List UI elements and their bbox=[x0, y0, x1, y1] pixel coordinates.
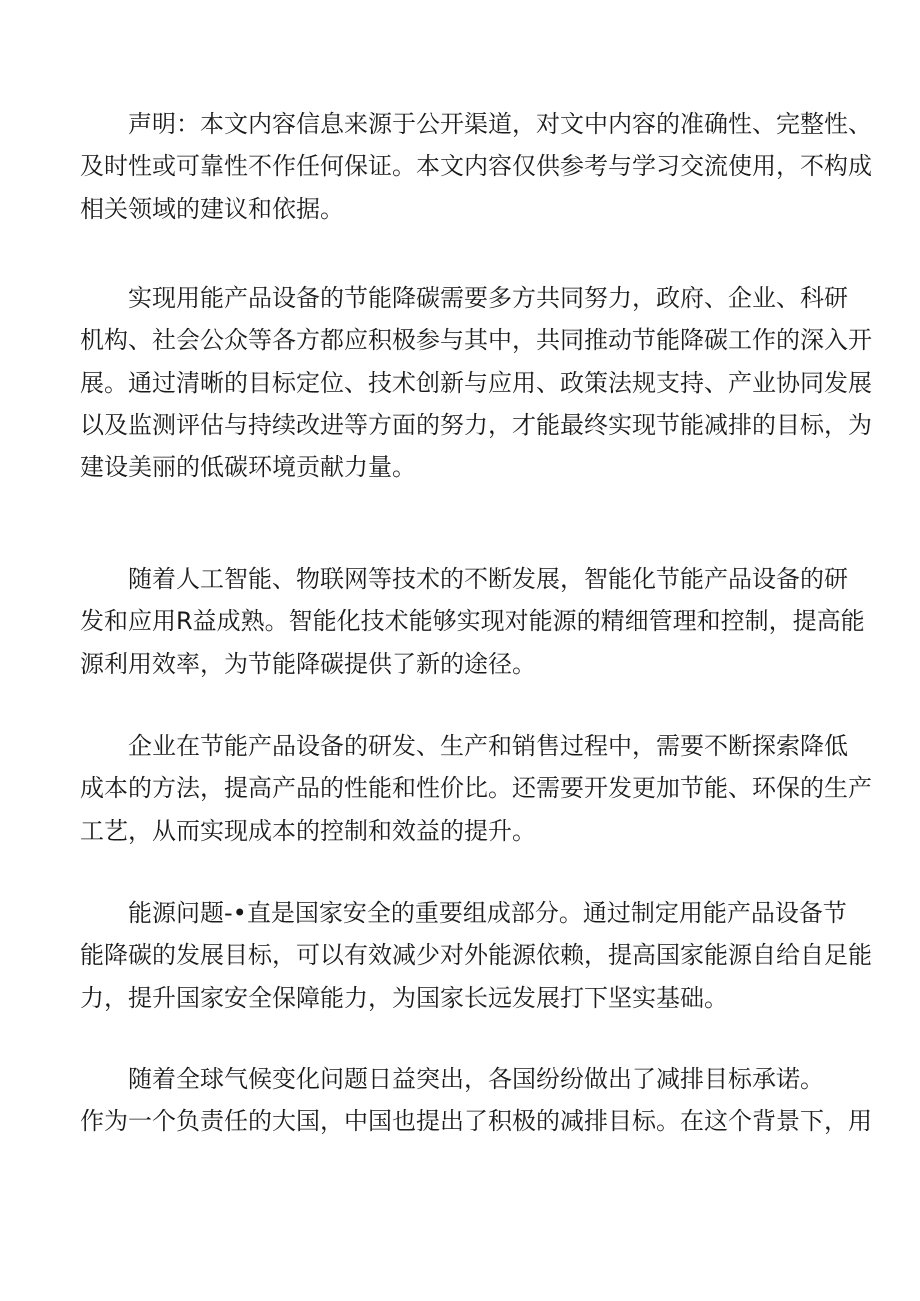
text-line: 力，提升国家安全保障能力，为国家长远发展打下坚实基础。 bbox=[80, 983, 728, 1012]
text-line: 企业在节能产品设备的研发、生产和销售过程中，需要不断探索降低 bbox=[128, 732, 848, 760]
text-line: 随着人工智能、物联网等技术的不断发展，智能化节能产品设备的研 bbox=[128, 565, 848, 593]
body-paragraph bbox=[80, 892, 872, 1019]
text-line: 机构、社会公众等各方都应积极参与其中，共同推动节能降碳工作的深入开 bbox=[80, 326, 872, 355]
text-line: 声明：本文内容信息来源于公开渠道，对文中内容的准确性、完整性、 bbox=[128, 110, 872, 138]
text-line: 实现用能产品设备的节能降碳需要多方共同努力，政府、企业、科研 bbox=[128, 284, 848, 312]
text-line: 及时性或可靠性不作任何保证。本文内容仅供参考与学习交流使用，不构成 bbox=[80, 152, 872, 181]
text-line: 能源问题-•直是国家安全的重要组成部分。通过制定用能产品设备节 bbox=[128, 899, 847, 927]
disclaimer-paragraph bbox=[80, 103, 872, 230]
body-paragraph bbox=[80, 1058, 872, 1143]
text-line: 相关领域的建议和依据。 bbox=[80, 194, 344, 223]
text-line: 以及监测评估与持续改进等方面的努力，才能最终实现节能减排的目标，为 bbox=[80, 410, 872, 439]
text-line: 工艺，从而实现成本的控制和效益的提升。 bbox=[80, 816, 536, 845]
body-paragraph bbox=[80, 558, 865, 685]
body-paragraph bbox=[80, 277, 872, 488]
text-line: 能降碳的发展目标，可以有效减少对外能源依赖，提高国家能源自给自足能 bbox=[80, 941, 872, 970]
text-line: 源利用效率，为节能降碳提供了新的途径。 bbox=[80, 649, 536, 678]
text-line: 随着全球气候变化问题日益突出，各国纷纷做出了减排目标承诺。 bbox=[128, 1065, 824, 1093]
text-line: 建设美丽的低碳环境贡献力量。 bbox=[80, 453, 416, 482]
text-line: 成本的方法，提高产品的性能和性价比。还需要开发更加节能、环保的生产 bbox=[80, 774, 872, 803]
text-line: 展。通过清晰的目标定位、技术创新与应用、政策法规支持、产业协同发展 bbox=[80, 368, 872, 397]
text-line: 作为一个负责任的大国，中国也提出了积极的减排目标。在这个背景下，用 bbox=[80, 1107, 872, 1136]
text-line: 发和应用R益成熟。智能化技术能够实现对能源的精细管理和控制，提高能 bbox=[80, 607, 865, 636]
body-paragraph bbox=[80, 725, 872, 852]
